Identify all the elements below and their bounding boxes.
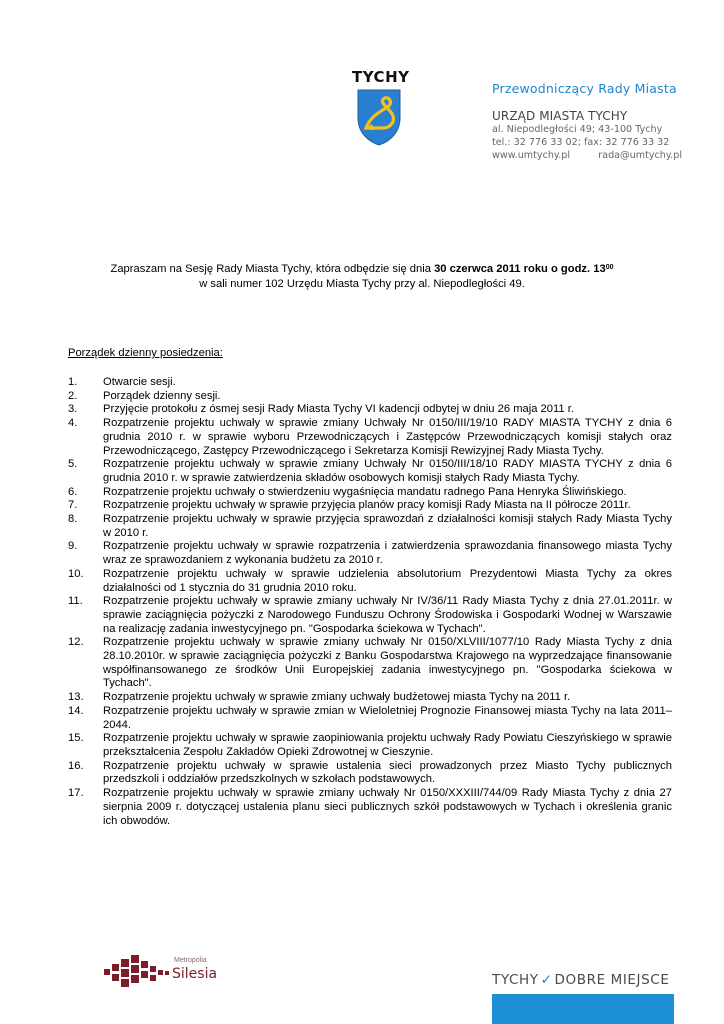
silesia-squares-icon — [104, 955, 170, 989]
agenda-item-text: Rozpatrzenie projektu uchwały w sprawie ustalenia sieci prowadzonych przez Miasto Tychy publicznych przedszkoli i oddziałów przedszkolnych w szkołach podstawowych. — [103, 759, 672, 786]
agenda-item-text: Rozpatrzenie projektu uchwały w sprawie zmiany uchwały Nr IV/36/11 Rady Miasta Tychy z dnia 27.01.2011r. w sprawie zaciągnięcia pożyczki z Narodowego Funduszu Ochrony Środowiska i Gospodarki Wodnej w Warszawie na realizację zadania inwestycyjnego pn. "Gospodarka ściekowa w Tychach". — [103, 595, 672, 635]
agenda-item — [68, 787, 672, 828]
agenda-item-number: 8. — [68, 513, 78, 526]
agenda-item — [68, 568, 672, 595]
agenda-item-text: Rozpatrzenie projektu uchwały o stwierdzeniu wygaśnięcia mandatu radnego Pana Henryka Śliwińskiego. — [103, 485, 627, 498]
agenda-item-text: Porządek dzienny sesji. — [103, 389, 221, 402]
agenda-item-number: 5. — [68, 458, 78, 471]
agenda-item-number: 10. — [68, 567, 84, 580]
agenda-item-text: Rozpatrzenie projektu uchwały w sprawie zmiany uchwały Nr 0150/XLVIII/1077/10 Rady Miasta Tychy z dnia 28.10.2010r. w sprawie zaciągnięcia pożyczki z Banku Gospodarstwa Krajowego na wyprzedzające finansowanie współfinansowanego ze środków Unii Europejskiej zadania inwestycyjnego pn. "Gospodarka ściekowa w Tychach". — [103, 636, 672, 690]
agenda-item — [68, 636, 672, 691]
office-address: al. Niepodległości 49; 43-100 Tychy — [492, 124, 663, 135]
agenda-item — [68, 486, 672, 500]
agenda-item-number: 13. — [68, 691, 84, 704]
agenda-item-text: Rozpatrzenie projektu uchwały w sprawie zaopiniowania projektu uchwały Rady Powiatu Cieszyńskiego w sprawie przekształcenia Zespołu Zakładów Opieki Zdrowotnej w Cieszynie. — [103, 732, 672, 758]
agenda-item-text: Rozpatrzenie projektu uchwały w sprawie zmian w Wieloletniej Prognozie Finansowej miasta Tychy na lata 2011–2044. — [103, 704, 672, 731]
agenda-item-text: Rozpatrzenie projektu uchwały w sprawie zmiany uchwały Nr 0150/XXXIII/744/09 Rady Miasta Tychy z dnia 27 sierpnia 2009 r. dotyczącej ustalenia planu sieci publicznych szkół podstawowych w Tychach i określenia granic ich obwodów. — [103, 787, 672, 827]
slogan-text: DOBRE MIEJSCE — [554, 972, 670, 988]
agenda-item-number: 7. — [68, 499, 78, 512]
agenda-item-number: 11. — [68, 595, 83, 608]
silesia-label: Silesia — [172, 966, 218, 982]
agenda-item-number: 17. — [68, 787, 84, 800]
agenda-item — [68, 760, 672, 787]
agenda-item — [68, 732, 672, 759]
agenda-item-text: Rozpatrzenie projektu uchwały w sprawie przyjęcia planów pracy komisji Rady Miasta na II półrocze 2011r. — [103, 499, 631, 512]
agenda-item-text: Otwarcie sesji. — [103, 376, 176, 388]
invitation-date: 30 czerwca 2011 roku o godz. 13 — [434, 263, 606, 275]
chair-title: Przewodniczący Rady Miasta — [492, 81, 677, 96]
agenda-item-text: Rozpatrzenie projektu uchwały w sprawie przyjęcia sprawozdań z działalności komisji stałych Rady Miasta Tychy w 2010 r. — [103, 513, 672, 539]
agenda-item-number: 9. — [68, 540, 78, 553]
agenda-item — [68, 540, 672, 567]
agenda-item — [68, 403, 672, 417]
agenda-item-number: 3. — [68, 403, 78, 416]
website-link[interactable]: www.umtychy.pl — [492, 150, 571, 161]
office-phones: tel.: 32 776 33 02; fax: 32 776 33 32 — [492, 137, 670, 148]
agenda-item — [68, 513, 672, 540]
logo-wordmark: TYCHY — [352, 68, 410, 86]
invitation-line-2: w sali numer 102 Urzędu Miasta Tychy przy al. Niepodległości 49. — [199, 278, 525, 290]
invitation-time-sup: 00 — [605, 264, 614, 271]
agenda-item-number: 15. — [68, 732, 84, 745]
agenda-item-number: 6. — [68, 485, 78, 498]
agenda-item-text: Rozpatrzenie projektu uchwały w sprawie zmiany Uchwały Nr 0150/III/19/10 RADY MIASTA TYCHY z dnia 6 grudnia 2010 r. w sprawie wyboru Przewodniczących i Zastępców Przewodniczących komisji stałych oraz Przewodniczącego, Zastępcy Przewodniczącego i Sekretarza Komisji Rewizyjnej Rady Miasta Tychy. — [103, 417, 672, 457]
agenda-item-number: 2. — [68, 389, 78, 402]
invitation-line-1 — [68, 262, 656, 277]
agenda-item-number: 1. — [68, 376, 78, 388]
agenda-item — [68, 499, 672, 513]
web-contact — [492, 149, 682, 162]
city-slogan — [492, 972, 669, 988]
contact-block — [492, 81, 682, 162]
agenda-item-text: Rozpatrzenie projektu uchwały w sprawie rozpatrzenia i zatwierdzenia sprawozdania finansowego miasta Tychy wraz ze sprawozdaniem z wykonania budżetu za 2010 r. — [103, 540, 672, 567]
agenda-item-number: 12. — [68, 636, 84, 649]
agenda-list — [68, 376, 672, 828]
agenda-item — [68, 376, 672, 390]
agenda-item-text: Rozpatrzenie projektu uchwały w sprawie udzielenia absolutorium Prezydentowi Miasta Tychy za okres działalności od 1 stycznia do 31 grudnia 2010 roku. — [103, 567, 672, 594]
agenda-item — [68, 458, 672, 485]
agenda-item — [68, 691, 672, 705]
office-name: URZĄD MIASTA TYCHY — [492, 109, 628, 123]
crest-icon — [356, 88, 402, 146]
agenda-item — [68, 595, 672, 636]
agenda-item-text: Rozpatrzenie projektu uchwały w sprawie zmiany uchwały budżetowej miasta Tychy na 2011 r. — [103, 691, 571, 704]
slogan-city: TYCHY — [492, 972, 539, 988]
agenda-item-number: 14. — [68, 704, 84, 717]
agenda-item-text: Przyjęcie protokołu z ósmej sesji Rady Miasta Tychy VI kadencji odbytej w dniu 26 maja 2011 r. — [103, 403, 574, 416]
agenda-item-number: 4. — [68, 417, 78, 430]
invitation — [68, 262, 656, 292]
footer-blue-bar — [492, 994, 674, 1024]
checkmark-icon: ✓ — [540, 972, 553, 988]
metropolia-label: Metropolia — [174, 957, 207, 964]
agenda-item-text: Rozpatrzenie projektu uchwały w sprawie zmiany Uchwały Nr 0150/III/18/10 RADY MIASTA TYCHY z dnia 6 grudnia 2010 r. w sprawie zatwierdzenia składów osobowych komisji stałych Rady Miasta Tychy. — [103, 458, 672, 484]
agenda-item — [68, 417, 672, 458]
agenda-item — [68, 705, 672, 732]
agenda-item — [68, 390, 672, 404]
invitation-text: Zapraszam na Sesję Rady Miasta Tychy, która odbędzie się dnia — [110, 263, 435, 275]
agenda-item-number: 16. — [68, 759, 84, 772]
metropolia-silesia-logo — [104, 955, 234, 991]
city-logo — [352, 68, 410, 146]
agenda-title: Porządek dzienny posiedzenia: — [68, 347, 223, 359]
email-link[interactable]: rada@umtychy.pl — [598, 150, 682, 161]
